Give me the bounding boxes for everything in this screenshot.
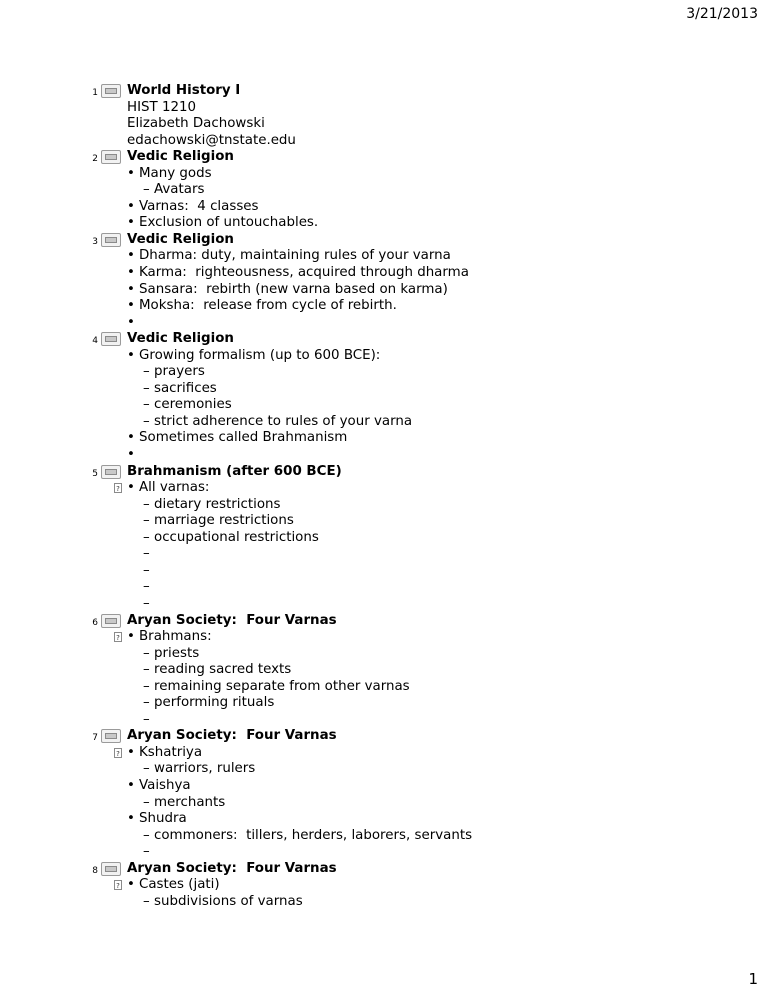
outline-line xyxy=(0,199,768,216)
line-text: strict adherence to rules of your varna xyxy=(154,413,413,429)
slide-number: 6 xyxy=(92,617,98,628)
dash-bullet-icon: – xyxy=(143,397,150,413)
outline-line xyxy=(0,811,768,828)
outline-line xyxy=(0,761,768,778)
outline-line xyxy=(0,646,768,663)
line-text: ceremonies xyxy=(154,397,232,413)
slide-number: 2 xyxy=(92,154,98,165)
slide-thumbnail-icon[interactable] xyxy=(101,729,121,743)
dash-bullet-icon: – xyxy=(143,496,150,512)
line-text: priests xyxy=(154,645,200,661)
slide-block xyxy=(0,613,768,729)
dash-bullet-icon: – xyxy=(143,546,150,562)
outline-line xyxy=(0,248,768,265)
outline-line xyxy=(0,364,768,381)
slide-title: Aryan Society: Four Varnas xyxy=(127,860,337,876)
bullet-icon: • xyxy=(127,165,135,181)
outline-line xyxy=(0,381,768,398)
outline-line xyxy=(0,596,768,613)
slide-block xyxy=(0,464,768,613)
dash-bullet-icon: – xyxy=(143,562,150,578)
dash-bullet-icon: – xyxy=(143,695,150,711)
bullet-icon: • xyxy=(127,877,135,893)
slide-number: 4 xyxy=(92,336,98,347)
note-marker-icon[interactable]: ? xyxy=(114,632,122,642)
slide-block xyxy=(0,232,768,331)
slide-number: 7 xyxy=(92,733,98,744)
outline-line xyxy=(0,695,768,712)
outline-line xyxy=(0,265,768,282)
outline-line xyxy=(0,679,768,696)
slide-title: Vedic Religion xyxy=(127,149,234,165)
outline-line xyxy=(0,662,768,679)
outline-line xyxy=(0,348,768,365)
dash-bullet-icon: – xyxy=(143,662,150,678)
dash-bullet-icon: – xyxy=(143,413,150,429)
line-text: Dharma: duty, maintaining rules of your varna xyxy=(139,248,451,264)
dash-bullet-icon: – xyxy=(143,529,150,545)
line-text: prayers xyxy=(154,364,205,380)
line-text: occupational restrictions xyxy=(154,529,319,545)
outline-line xyxy=(0,282,768,299)
outline-line xyxy=(0,894,768,911)
line-text: Kshatriya xyxy=(139,744,203,760)
bullet-icon: • xyxy=(127,248,135,264)
print-date: 3/21/2013 xyxy=(686,6,758,22)
outline-line xyxy=(0,513,768,530)
outline-line xyxy=(0,100,768,117)
bullet-icon: • xyxy=(127,629,135,645)
bullet-icon: • xyxy=(127,215,135,231)
outline-line xyxy=(0,745,768,762)
line-text: Castes (jati) xyxy=(139,877,220,893)
dash-bullet-icon: – xyxy=(143,645,150,661)
slide-title: Aryan Society: Four Varnas xyxy=(127,612,337,628)
line-text: remaining separate from other varnas xyxy=(154,678,410,694)
line-text: warriors, rulers xyxy=(154,761,256,777)
bullet-icon: • xyxy=(127,811,135,827)
dash-bullet-icon: – xyxy=(143,761,150,777)
outline-line xyxy=(0,530,768,547)
slide-title: Vedic Religion xyxy=(127,231,234,247)
slide-number: 1 xyxy=(92,88,98,98)
dash-bullet-icon: – xyxy=(143,678,150,694)
bullet-icon: • xyxy=(127,447,135,463)
dash-bullet-icon: – xyxy=(143,827,150,843)
slide-block xyxy=(0,149,768,232)
dash-bullet-icon: – xyxy=(143,380,150,396)
line-text: Sansara: rebirth (new varna based on karma) xyxy=(139,281,448,297)
line-text: HIST 1210 xyxy=(127,99,197,115)
dash-bullet-icon: – xyxy=(143,794,150,810)
dash-bullet-icon: – xyxy=(143,711,150,727)
note-marker-icon[interactable]: ? xyxy=(114,748,122,758)
outline-line xyxy=(0,877,768,894)
outline-line xyxy=(0,215,768,232)
line-text: Avatars xyxy=(154,182,205,198)
slide-title: Vedic Religion xyxy=(127,331,234,347)
line-text: Vaishya xyxy=(139,777,191,793)
slide-block xyxy=(0,83,768,149)
outline-content xyxy=(0,83,768,910)
line-text: Elizabeth Dachowski xyxy=(127,116,265,132)
bullet-icon: • xyxy=(127,298,135,314)
outline-line xyxy=(0,315,768,332)
line-text: Karma: righteousness, acquired through dharma xyxy=(139,265,469,281)
line-text: reading sacred texts xyxy=(154,662,292,678)
outline-line xyxy=(0,795,768,812)
outline-line xyxy=(0,480,768,497)
slide-block xyxy=(0,728,768,860)
outline-line xyxy=(0,166,768,183)
slide-thumbnail-icon[interactable] xyxy=(101,614,121,628)
bullet-icon: • xyxy=(127,744,135,760)
bullet-icon: • xyxy=(127,777,135,793)
line-text: All varnas: xyxy=(139,480,210,496)
outline-line xyxy=(0,712,768,729)
bullet-icon: • xyxy=(127,265,135,281)
line-text: Moksha: release from cycle of rebirth. xyxy=(139,298,397,314)
bullet-icon: • xyxy=(127,480,135,496)
slide-thumbnail-icon[interactable] xyxy=(101,233,121,247)
slide-block xyxy=(0,331,768,463)
outline-line xyxy=(0,778,768,795)
line-text: Shudra xyxy=(139,811,187,827)
outline-line xyxy=(0,828,768,845)
outline-line xyxy=(0,447,768,464)
slide-thumbnail-icon[interactable] xyxy=(101,465,121,479)
dash-bullet-icon: – xyxy=(143,182,150,198)
outline-line xyxy=(0,133,768,150)
note-marker-icon[interactable]: ? xyxy=(114,880,122,890)
slide-thumbnail-icon[interactable] xyxy=(101,84,121,98)
dash-bullet-icon: – xyxy=(143,364,150,380)
bullet-icon: • xyxy=(127,347,135,363)
slide-title: World History I xyxy=(127,83,241,98)
outline-line xyxy=(0,414,768,431)
line-text: merchants xyxy=(154,794,226,810)
outline-line xyxy=(0,298,768,315)
dash-bullet-icon: – xyxy=(143,579,150,595)
slide-thumbnail-icon[interactable] xyxy=(101,862,121,876)
dash-bullet-icon: – xyxy=(143,513,150,529)
dash-bullet-icon: – xyxy=(143,595,150,611)
slide-title: Brahmanism (after 600 BCE) xyxy=(127,463,342,479)
line-text: dietary restrictions xyxy=(154,496,281,512)
slide-number: 3 xyxy=(92,236,98,247)
slide-number: 8 xyxy=(92,865,98,876)
line-text: Brahmans: xyxy=(139,629,212,645)
dash-bullet-icon: – xyxy=(143,844,150,860)
slide-block xyxy=(0,861,768,911)
bullet-icon: • xyxy=(127,198,135,214)
line-text: marriage restrictions xyxy=(154,513,294,529)
outline-line xyxy=(0,397,768,414)
bullet-icon: • xyxy=(127,430,135,446)
dash-bullet-icon: – xyxy=(143,893,150,909)
slide-title: Aryan Society: Four Varnas xyxy=(127,728,337,744)
slide-number: 5 xyxy=(92,468,98,479)
outline-line xyxy=(0,563,768,580)
outline-line xyxy=(0,116,768,133)
bullet-icon: • xyxy=(127,314,135,330)
line-text: Many gods xyxy=(139,165,212,181)
line-text: performing rituals xyxy=(154,695,275,711)
line-text: Sometimes called Brahmanism xyxy=(139,430,348,446)
outline-line xyxy=(0,844,768,861)
page-number: 1 xyxy=(748,970,758,988)
line-text: Varnas: 4 classes xyxy=(139,198,259,214)
slide-thumbnail-icon[interactable] xyxy=(101,150,121,164)
line-text: subdivisions of varnas xyxy=(154,893,303,909)
line-text: sacrifices xyxy=(154,380,217,396)
outline-line xyxy=(0,182,768,199)
outline-line xyxy=(0,579,768,596)
outline-line xyxy=(0,546,768,563)
outline-line xyxy=(0,430,768,447)
bullet-icon: • xyxy=(127,281,135,297)
outline-line xyxy=(0,629,768,646)
line-text: commoners: tillers, herders, laborers, servants xyxy=(154,827,473,843)
note-marker-icon[interactable]: ? xyxy=(114,483,122,493)
line-text: Exclusion of untouchables. xyxy=(139,215,319,231)
outline-line xyxy=(0,497,768,514)
line-text: edachowski@tnstate.edu xyxy=(127,132,296,148)
slide-thumbnail-icon[interactable] xyxy=(101,332,121,346)
line-text: Growing formalism (up to 600 BCE): xyxy=(139,347,381,363)
